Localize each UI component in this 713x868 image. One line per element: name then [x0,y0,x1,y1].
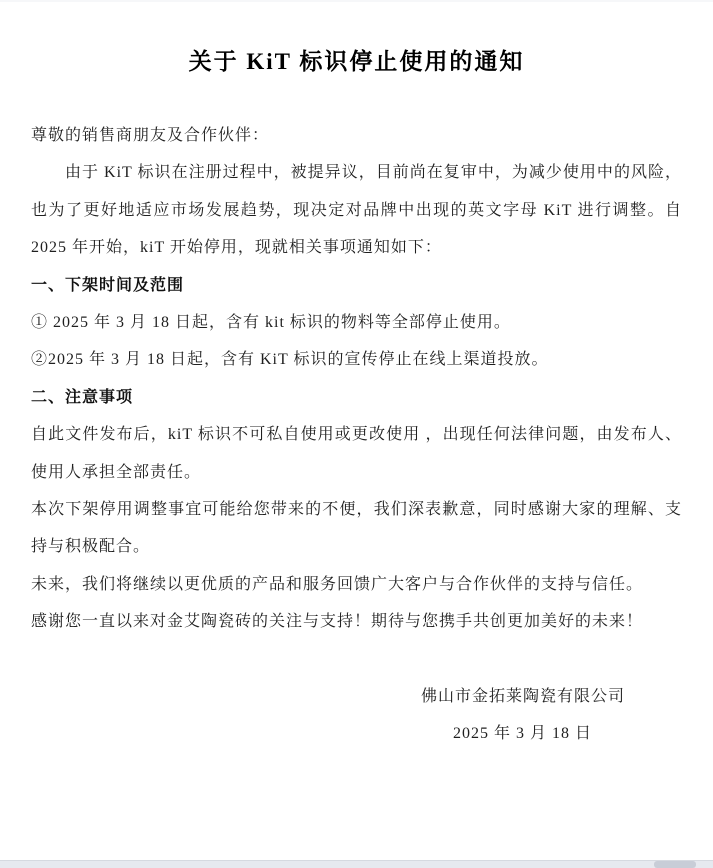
horizontal-scrollbar-thumb[interactable] [654,861,696,868]
section1-item-2: ②2025 年 3 月 18 日起，含有 KiT 标识的宣传停止在线上渠道投放。 [31,351,549,369]
paragraph-future-commitment: 未来，我们将继续以更优质的产品和服务回馈广大客户与合作伙伴的支持与信任。 [31,575,644,593]
section1-heading: 一、下架时间及范围 [31,276,185,294]
signature-date: 2025 年 3 月 18 日 [452,725,592,743]
intro-paragraph: 由于 KiT 标识在注册过程中，被提异议，目前尚在复审中，为减少使用中的风险，也为了更好地适应市场发展趋势，现决定对品牌中出现的英文字母 KiT 进行调整。自 2025 年开始，kiT 开始停用，现就相关事项通知如下： [31,164,682,257]
document-title: 关于 KiT 标识停止使用的通知 [188,49,525,74]
paragraph-thanks: 感谢您一直以来对金艾陶瓷砖的关注与支持！期待与您携手共创更加美好的未来！ [31,613,644,631]
salutation: 尊敬的销售商朋友及合作伙伴： [31,127,270,144]
horizontal-scrollbar[interactable] [0,860,713,868]
document-body [31,117,682,753]
signature-company: 佛山市金拓莱陶瓷有限公司 [420,688,625,706]
section1-item-1: ① 2025 年 3 月 18 日起，含有 kit 标识的物料等全部停止使用。 [31,314,511,332]
paragraph-apology: 本次下架停用调整事宜可能给您带来的不便，我们深表歉意，同时感谢大家的理解、支持与积极配合。 [31,501,682,556]
paragraph-legal-responsibility: 自此文件发布后，kiT 标识不可私自使用或更改使用 ，出现任何法律问题，由发布人、使用人承担全部责任。 [31,426,682,481]
section2-heading: 二、注意事项 [31,388,134,406]
signature-block [31,678,682,753]
